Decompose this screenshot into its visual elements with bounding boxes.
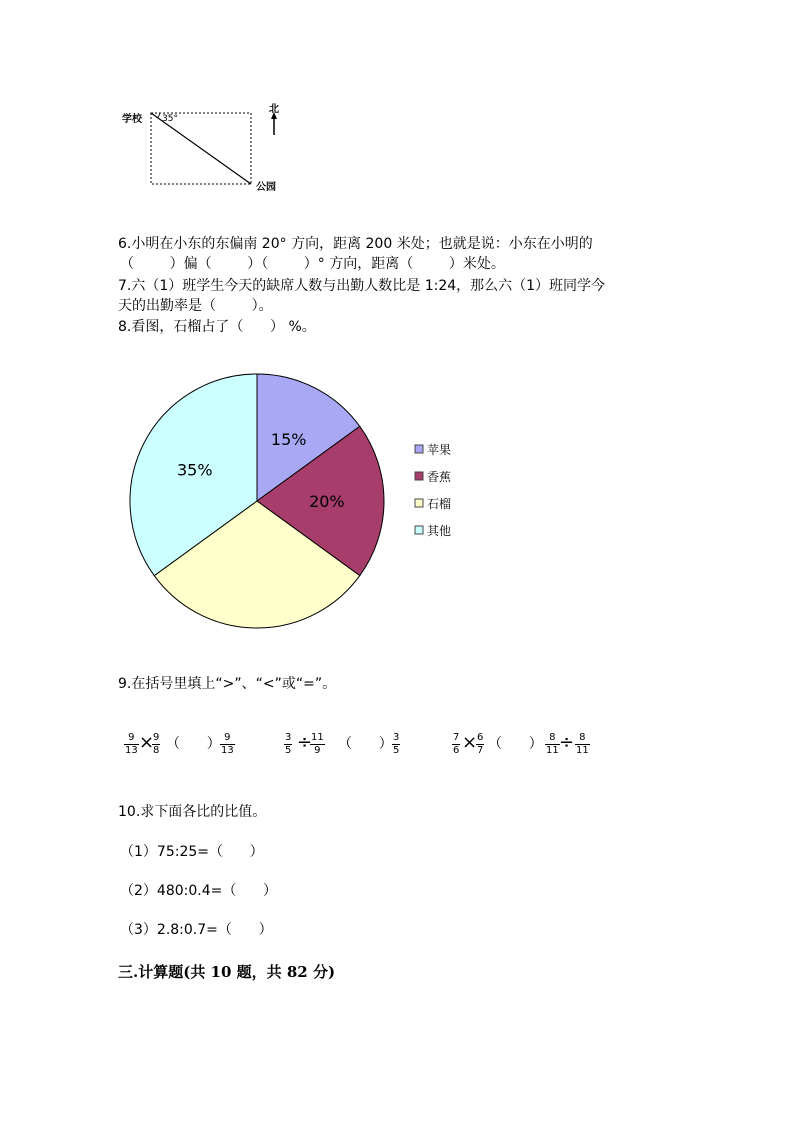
q9-item2-fraction-a: $\frac{3}{5}$ xyxy=(285,732,292,756)
pie-data-label-0: 15% xyxy=(270,429,307,449)
legend-swatch-2 xyxy=(415,499,423,507)
legend-label-2: 石榴 xyxy=(427,497,452,511)
angle-arc xyxy=(157,113,160,118)
q10-sub1: （1）75:25=（ ） xyxy=(120,844,264,860)
park-label: 公园 xyxy=(256,182,276,193)
q9-item2-blank[interactable]: （ ） xyxy=(338,736,393,752)
q9-item1-fraction-c: $\frac{9}{13}$ xyxy=(221,732,234,756)
legend-label-0: 苹果 xyxy=(427,443,452,457)
legend-swatch-3 xyxy=(415,526,423,534)
q10-sub3: （3）2.8:0.7=（ ） xyxy=(120,922,273,938)
section3-title: 三.计算题(共 10 题，共 82 分) xyxy=(118,963,336,981)
q9-item3-fraction-c: $\frac{8}{11}$ xyxy=(546,732,559,756)
legend-label-1: 香蕉 xyxy=(427,470,452,484)
legend-label-3: 其他 xyxy=(427,524,452,538)
q6-line1: 6.小明在小东的东偏南 20° 方向，距离 200 米处；也就是说：小东在小明的 xyxy=(118,236,593,252)
q9-item3-fraction-b: $\frac{6}{7}$ xyxy=(477,732,484,756)
q6-line2: （ ）偏（ ）（ ）° 方向，距离（ ）米处。 xyxy=(120,256,505,272)
q9-item3-fraction-a: $\frac{7}{6}$ xyxy=(453,732,460,756)
q9-item2-operator: ÷ xyxy=(297,732,313,753)
legend-swatch-1 xyxy=(415,472,423,480)
q9-item1-operator: × xyxy=(139,732,155,753)
q9-line1: 9.在括号里填上“>”、“<”或“=”。 xyxy=(118,676,337,692)
q9-item1-fraction-b: $\frac{9}{8}$ xyxy=(153,732,160,756)
q9-item3-operator: × xyxy=(462,732,478,753)
pie-data-label-1: 20% xyxy=(309,492,345,511)
q9-item3-blank[interactable]: （ ） xyxy=(488,736,543,752)
q9-item3-operator2: ÷ xyxy=(559,732,575,753)
legend-swatch-0 xyxy=(415,445,423,453)
map-lines xyxy=(0,0,794,200)
north-label: 北 xyxy=(269,104,279,115)
q10-line1: 10.求下面各比的比值。 xyxy=(118,804,267,820)
q10-sub2: （2）480:0.4=（ ） xyxy=(120,883,278,899)
q9-item1-blank[interactable]: （ ） xyxy=(166,736,221,752)
q9-item2-fraction-c: $\frac{3}{5}$ xyxy=(393,732,400,756)
q9-item2-fraction-b: $\frac{11}{9}$ xyxy=(311,732,324,756)
q9-item3-fraction-d: $\frac{8}{11}$ xyxy=(576,732,589,756)
q7-line2: 天的出勤率是（ ）。 xyxy=(118,298,273,314)
q7-line1: 7.六（1）班学生今天的缺席人数与出勤人数比是 1:24，那么六（1）班同学今 xyxy=(118,278,606,294)
q8-line1: 8.看图，石榴占了（ ） %。 xyxy=(118,319,316,335)
angle-label: 35° xyxy=(162,114,178,124)
q9-item1-fraction-a: $\frac{9}{13}$ xyxy=(125,732,138,756)
school-label: 学校 xyxy=(122,114,142,125)
pie-data-label-3: 35% xyxy=(176,460,213,480)
pie-chart xyxy=(100,360,500,650)
